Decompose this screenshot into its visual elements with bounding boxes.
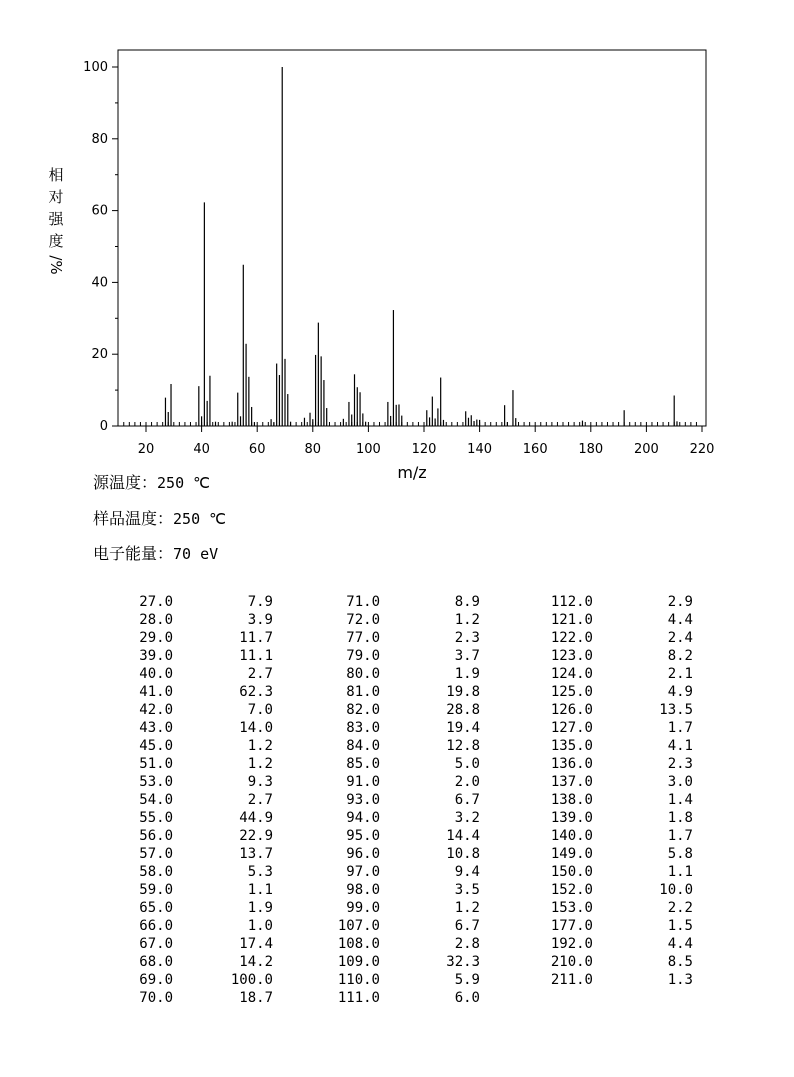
intensity-cell: 14.2 — [239, 954, 273, 970]
mz-cell: 29.0 — [139, 630, 173, 646]
table-row — [118, 989, 693, 1007]
x-tick-label: 120 — [411, 442, 437, 457]
mz-cell: 121.0 — [550, 612, 593, 628]
mz-cell: 122.0 — [550, 630, 593, 646]
intensity-cell: 3.0 — [667, 774, 693, 790]
mz-cell: 123.0 — [550, 648, 593, 664]
x-axis-ticks — [138, 426, 715, 457]
x-axis-label: m/z — [397, 463, 427, 482]
y-axis-label-char: 对 — [48, 188, 64, 206]
mz-cell: 140.0 — [550, 828, 593, 844]
intensity-cell: 5.8 — [667, 846, 693, 862]
table-row — [118, 665, 693, 683]
intensity-cell — [593, 989, 693, 1007]
mz-cell: 192.0 — [550, 936, 593, 952]
intensity-cell: 1.9 — [454, 666, 480, 682]
source-temperature — [93, 470, 210, 493]
mz-cell: 127.0 — [550, 720, 593, 736]
intensity-cell: 11.1 — [239, 648, 273, 664]
intensity-cell: 2.7 — [247, 792, 273, 808]
intensity-cell: 6.7 — [454, 792, 480, 808]
mz-cell: 69.0 — [139, 972, 173, 988]
mz-cell: 108.0 — [337, 936, 380, 952]
mz-cell: 126.0 — [550, 702, 593, 718]
y-axis-label-char: 强 — [48, 210, 64, 228]
mz-cell: 41.0 — [139, 684, 173, 700]
intensity-cell: 13.5 — [659, 702, 693, 718]
intensity-cell: 3.5 — [454, 882, 480, 898]
intensity-cell: 10.0 — [659, 882, 693, 898]
intensity-cell: 44.9 — [239, 810, 273, 826]
intensity-cell: 1.1 — [667, 864, 693, 880]
intensity-cell: 1.0 — [247, 918, 273, 934]
mz-cell: 65.0 — [139, 900, 173, 916]
mz-cell: 55.0 — [139, 810, 173, 826]
intensity-cell: 5.9 — [454, 972, 480, 988]
mz-cell: 58.0 — [139, 864, 173, 880]
intensity-cell: 14.4 — [446, 828, 480, 844]
mz-cell: 124.0 — [550, 666, 593, 682]
intensity-cell: 7.9 — [247, 594, 273, 610]
y-tick-label: 100 — [83, 60, 108, 75]
mz-cell: 110.0 — [337, 972, 380, 988]
intensity-cell: 19.8 — [446, 684, 480, 700]
peak-table — [118, 593, 693, 1007]
intensity-cell: 1.2 — [247, 756, 273, 772]
y-tick-label: 0 — [99, 419, 108, 434]
mz-cell: 71.0 — [346, 594, 380, 610]
table-row — [118, 791, 693, 809]
table-row — [118, 755, 693, 773]
intensity-cell: 1.1 — [247, 882, 273, 898]
intensity-cell: 4.9 — [667, 684, 693, 700]
intensity-cell: 28.8 — [446, 702, 480, 718]
intensity-cell: 18.7 — [239, 990, 273, 1006]
intensity-cell: 14.0 — [239, 720, 273, 736]
mz-cell: 59.0 — [139, 882, 173, 898]
table-row — [118, 629, 693, 647]
mz-cell: 95.0 — [346, 828, 380, 844]
x-tick-label: 40 — [193, 442, 210, 457]
electron-energy-label: 电子能量： — [93, 544, 174, 563]
x-tick-label: 200 — [633, 442, 659, 457]
x-tick-label: 20 — [137, 442, 155, 457]
intensity-cell: 1.7 — [667, 720, 693, 736]
intensity-cell: 1.8 — [667, 810, 693, 826]
mz-cell: 99.0 — [346, 900, 380, 916]
mz-cell: 107.0 — [337, 918, 380, 934]
intensity-cell: 32.3 — [446, 954, 480, 970]
intensity-cell: 2.2 — [667, 900, 693, 916]
intensity-cell: 4.1 — [667, 738, 693, 754]
intensity-cell: 13.7 — [239, 846, 273, 862]
table-row — [118, 593, 693, 611]
intensity-cell: 1.9 — [247, 900, 273, 916]
table-row — [118, 809, 693, 827]
mz-cell: 136.0 — [550, 756, 593, 772]
mz-cell: 97.0 — [346, 864, 380, 880]
intensity-cell: 19.4 — [446, 720, 480, 736]
mz-cell: 91.0 — [346, 774, 380, 790]
intensity-cell: 9.4 — [454, 864, 480, 880]
mz-cell: 28.0 — [139, 612, 173, 628]
table-row — [118, 953, 693, 971]
mz-cell: 27.0 — [139, 594, 173, 610]
x-tick-label: 80 — [304, 442, 322, 457]
x-tick-label: 60 — [248, 442, 266, 457]
x-tick-label: 160 — [522, 442, 548, 457]
mz-cell: 84.0 — [346, 738, 380, 754]
spectrum-peaks — [165, 67, 677, 426]
intensity-cell: 1.5 — [667, 918, 693, 934]
sample-temperature-label: 样品温度： — [93, 509, 174, 528]
intensity-cell: 10.8 — [446, 846, 480, 862]
intensity-cell: 2.0 — [454, 774, 480, 790]
mz-cell: 210.0 — [550, 954, 593, 970]
intensity-cell: 2.1 — [667, 666, 693, 682]
intensity-cell: 22.9 — [239, 828, 273, 844]
table-row — [118, 899, 693, 917]
mz-cell: 54.0 — [139, 792, 173, 808]
mz-cell: 153.0 — [550, 900, 593, 916]
intensity-cell: 8.2 — [667, 648, 693, 664]
mz-cell: 66.0 — [139, 918, 173, 934]
mz-cell: 85.0 — [346, 756, 380, 772]
mz-cell: 43.0 — [139, 720, 173, 736]
mz-cell: 139.0 — [550, 810, 593, 826]
mz-cell: 112.0 — [550, 594, 593, 610]
intensity-cell: 12.8 — [446, 738, 480, 754]
mz-cell: 83.0 — [346, 720, 380, 736]
mz-cell: 80.0 — [346, 666, 380, 682]
table-row — [118, 683, 693, 701]
intensity-cell: 1.2 — [247, 738, 273, 754]
mz-cell: 81.0 — [346, 684, 380, 700]
intensity-cell: 8.5 — [667, 954, 693, 970]
electron-energy-value: 70 eV — [173, 545, 219, 563]
table-row — [118, 881, 693, 899]
intensity-cell: 2.4 — [667, 630, 693, 646]
y-axis-label — [46, 164, 66, 276]
intensity-cell: 2.3 — [667, 756, 693, 772]
mz-cell: 56.0 — [139, 828, 173, 844]
mz-cell: 77.0 — [346, 630, 380, 646]
mz-cell: 152.0 — [550, 882, 593, 898]
table-row — [118, 863, 693, 881]
table-row — [118, 701, 693, 719]
intensity-cell: 11.7 — [239, 630, 273, 646]
mz-cell: 109.0 — [337, 954, 380, 970]
intensity-cell: 1.3 — [667, 972, 693, 988]
mz-cell: 57.0 — [139, 846, 173, 862]
table-row — [118, 971, 693, 989]
mass-spectrum-chart — [0, 0, 794, 482]
mz-cell: 70.0 — [139, 990, 173, 1006]
y-axis-label-unit: /% — [47, 255, 65, 275]
intensity-cell: 1.4 — [667, 792, 693, 808]
y-tick-label: 60 — [91, 203, 108, 219]
table-row — [118, 647, 693, 665]
intensity-cell: 62.3 — [239, 684, 273, 700]
intensity-cell: 6.7 — [454, 918, 480, 934]
x-tick-label: 220 — [689, 442, 715, 457]
y-axis-ticks — [83, 60, 118, 434]
intensity-cell: 9.3 — [247, 774, 273, 790]
intensity-cell: 4.4 — [667, 936, 693, 952]
mz-cell: 177.0 — [550, 918, 593, 934]
y-axis-label-char: 度 — [48, 232, 64, 250]
mz-cell: 40.0 — [139, 666, 173, 682]
x-tick-label: 180 — [578, 442, 604, 457]
mz-cell: 111.0 — [337, 990, 380, 1006]
source-temperature-label: 源温度： — [93, 473, 158, 492]
mz-cell — [480, 989, 593, 1007]
mz-cell: 150.0 — [550, 864, 593, 880]
mz-cell: 42.0 — [139, 702, 173, 718]
mz-cell: 45.0 — [139, 738, 173, 754]
intensity-cell: 7.0 — [247, 702, 273, 718]
intensity-cell: 3.9 — [247, 612, 273, 628]
y-tick-label: 20 — [91, 347, 108, 363]
mz-cell: 39.0 — [139, 648, 173, 664]
intensity-cell: 3.2 — [454, 810, 480, 826]
plot-frame — [118, 50, 706, 426]
table-row — [118, 737, 693, 755]
intensity-cell: 4.4 — [667, 612, 693, 628]
mz-cell: 135.0 — [550, 738, 593, 754]
table-row — [118, 719, 693, 737]
intensity-cell: 17.4 — [239, 936, 273, 952]
mz-cell: 67.0 — [139, 936, 173, 952]
table-row — [118, 827, 693, 845]
intensity-cell: 2.3 — [454, 630, 480, 646]
intensity-cell: 2.9 — [667, 594, 693, 610]
mz-cell: 96.0 — [346, 846, 380, 862]
mz-cell: 72.0 — [346, 612, 380, 628]
intensity-cell: 3.7 — [454, 648, 480, 664]
mz-cell: 82.0 — [346, 702, 380, 718]
intensity-cell: 6.0 — [454, 990, 480, 1006]
intensity-cell: 100.0 — [230, 972, 273, 988]
mz-cell: 98.0 — [346, 882, 380, 898]
intensity-cell: 5.3 — [247, 864, 273, 880]
table-row — [118, 935, 693, 953]
x-tick-label: 140 — [467, 442, 493, 457]
x-tick-label: 100 — [355, 442, 381, 457]
intensity-cell: 1.7 — [667, 828, 693, 844]
y-axis-label-char: 相 — [48, 166, 64, 184]
mz-cell: 138.0 — [550, 792, 593, 808]
y-tick-label: 40 — [91, 275, 108, 291]
electron-energy — [93, 541, 218, 564]
mz-cell: 51.0 — [139, 756, 173, 772]
intensity-cell: 2.8 — [454, 936, 480, 952]
sample-temperature-value: 250 ℃ — [173, 510, 226, 528]
mz-cell: 93.0 — [346, 792, 380, 808]
sample-temperature — [93, 506, 226, 529]
y-tick-label: 80 — [91, 131, 108, 147]
intensity-cell: 8.9 — [454, 594, 480, 610]
mz-cell: 125.0 — [550, 684, 593, 700]
mz-cell: 79.0 — [346, 648, 380, 664]
mz-cell: 149.0 — [550, 846, 593, 862]
mz-cell: 94.0 — [346, 810, 380, 826]
mz-cell: 211.0 — [550, 972, 593, 988]
intensity-cell: 1.2 — [454, 612, 480, 628]
mz-cell: 137.0 — [550, 774, 593, 790]
intensity-cell: 2.7 — [247, 666, 273, 682]
table-row — [118, 773, 693, 791]
mz-cell: 68.0 — [139, 954, 173, 970]
table-row — [118, 611, 693, 629]
table-row — [118, 917, 693, 935]
intensity-cell: 5.0 — [454, 756, 480, 772]
table-row — [118, 845, 693, 863]
mz-cell: 53.0 — [139, 774, 173, 790]
source-temperature-value: 250 ℃ — [157, 474, 210, 492]
intensity-cell: 1.2 — [454, 900, 480, 916]
